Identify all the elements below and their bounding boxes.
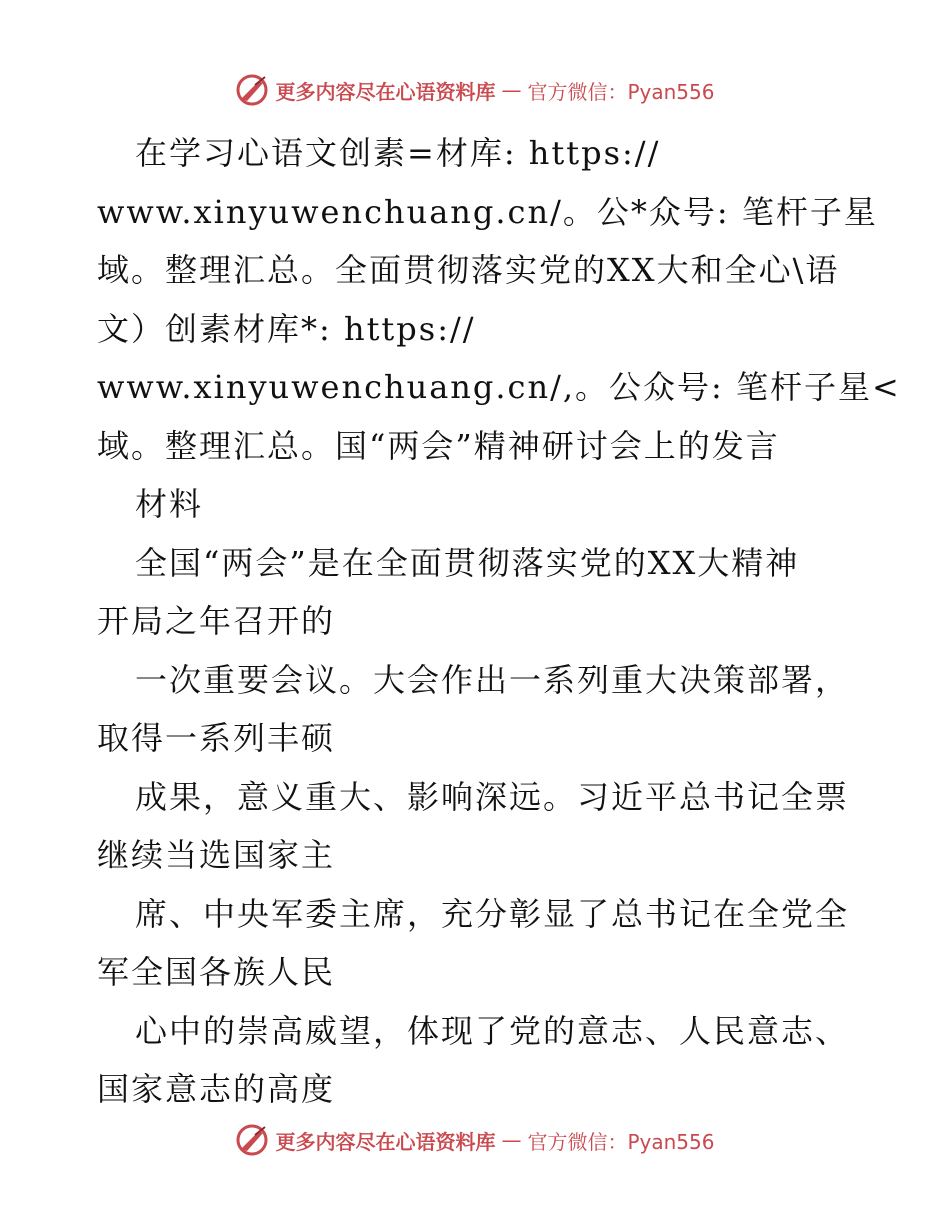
banner-main-text: 更多内容尽在心语资料库 <box>275 79 496 104</box>
document-line: 成果，意义重大、影响深远。习近平总书记全票 <box>135 777 850 816</box>
document-line: 在学习心语文创素=材库: https:// <box>135 134 661 172</box>
document-line: 心中的崇高威望，体现了党的意志、人民意志、 <box>135 1011 850 1050</box>
document-line: 军全国各族人民 <box>97 953 336 991</box>
banner-separator: — <box>501 78 522 102</box>
banner-wechat-text: 官方微信：Pyan556 <box>527 79 715 104</box>
banner-main-text: 更多内容尽在心语资料库 <box>275 1129 496 1154</box>
banner-separator: — <box>501 1128 522 1152</box>
document-body <box>97 124 901 1119</box>
document-line: 席、中央军委主席，充分彰显了总书记在全党全 <box>135 894 850 933</box>
document-line: 继续当选国家主 <box>97 836 336 874</box>
document-line: 材料 <box>135 485 204 523</box>
document-line: www.xinyuwenchuang.cn/,。公众号: 笔杆子星< <box>97 368 901 406</box>
document-line: 取得一系列丰硕 <box>97 719 336 757</box>
header-banner <box>0 70 950 110</box>
document-line: 文）创素材库*: https:// <box>97 309 476 348</box>
footer-banner <box>0 1120 950 1160</box>
document-line: 域。整理汇总。全面贯彻落实党的XX大和全心\语 <box>97 251 840 289</box>
quill-pen-circle-icon <box>235 1123 269 1157</box>
document-line: 域。整理汇总。国“两会”精神研讨会上的发言 <box>97 426 780 465</box>
banner-wechat-text: 官方微信：Pyan556 <box>527 1129 715 1154</box>
document-line: 国家意志的高度 <box>97 1070 336 1108</box>
document-line: www.xinyuwenchuang.cn/。公*众号: 笔杆子星 <box>97 192 878 231</box>
document-line: 一次重要会议。大会作出一系列重大决策部署， <box>135 660 850 699</box>
document-line: 全国“两会”是在全面贯彻落实党的XX大精神 <box>135 543 800 582</box>
quill-pen-circle-icon <box>235 73 269 107</box>
document-line: 开局之年召开的 <box>97 602 336 640</box>
